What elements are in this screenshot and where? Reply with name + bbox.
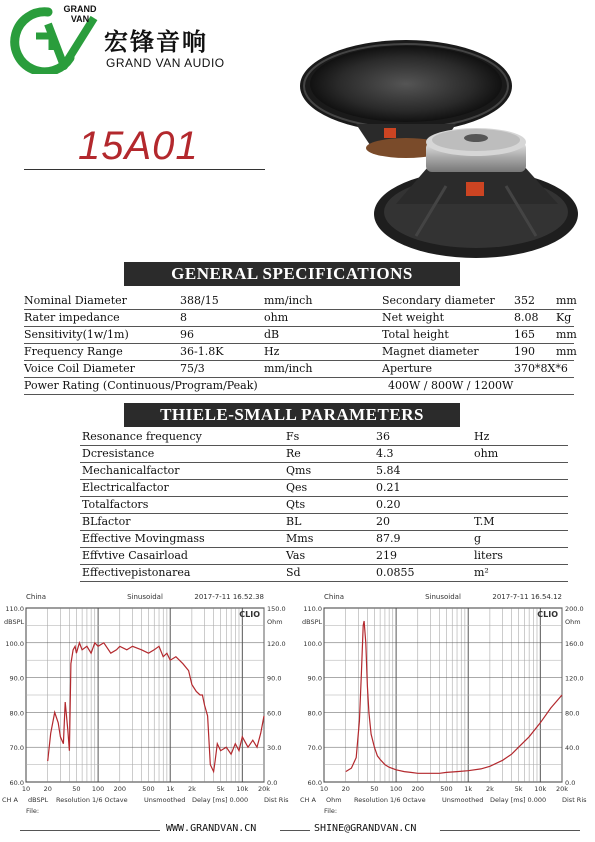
ts-param-row [80, 547, 568, 565]
right-tick-label: 120.0 [565, 674, 584, 683]
ts-param-value: 87.9 [376, 532, 401, 545]
footer-website: WWW.GRANDVAN.CN [166, 823, 257, 834]
ts-param-symbol: Qes [286, 481, 308, 494]
ts-param-row [80, 445, 568, 463]
x-tick-label: 10 [21, 785, 31, 793]
ts-param-value: 0.0855 [376, 566, 415, 579]
ts-param-value: 0.21 [376, 481, 401, 494]
ts-param-symbol: Mms [286, 532, 314, 545]
x-tick-label: 100 [389, 785, 403, 793]
chart-footer-file: File: [26, 807, 40, 815]
clio-tag: CLIO [239, 610, 260, 619]
spec-unit: dB [264, 328, 280, 341]
spl-response-chart [0, 586, 292, 818]
ts-param-row [80, 479, 568, 497]
spec-unit: mm/inch [264, 294, 313, 307]
x-tick-label: 500 [142, 785, 155, 793]
left-tick-label: 70.0 [9, 744, 24, 753]
ts-param-name: Effective Movingmass [82, 532, 205, 545]
right-tick-label: 40.0 [565, 744, 580, 753]
chart-header-right: 2017-7-11 16.52.38 [194, 593, 264, 601]
spec-row [24, 292, 577, 310]
power-rating-label: Power Rating (Continuous/Program/Peak) [24, 379, 258, 392]
chart-footer-resolution: Resolution 1/6 Octave [354, 796, 426, 804]
footer-rule-mid [280, 830, 310, 831]
ts-param-value: 36 [376, 430, 390, 443]
ts-param-symbol: Qts [286, 498, 306, 511]
ts-param-name: Dcresistance [82, 447, 155, 460]
x-tick-label: 200 [411, 785, 425, 793]
ts-param-unit: ohm [474, 447, 499, 460]
spec-label: Rater impedance [24, 311, 120, 324]
speaker-product-photo [296, 36, 586, 262]
ts-param-name: Effectivepistonarea [82, 566, 191, 579]
spec-unit: ohm [264, 311, 289, 324]
spec-unit: Hz [264, 345, 280, 358]
x-tick-label: 10k [236, 785, 249, 793]
chart-footer-smoothing: Unsmoothed [144, 796, 186, 804]
spec-row [24, 309, 574, 327]
left-tick-label: 60.0 [307, 779, 322, 787]
left-tick-label: 100.0 [5, 639, 24, 648]
right-tick-label: 150.0 [267, 605, 286, 613]
chart-footer-unit: Ohm [326, 796, 342, 804]
ts-param-name: BLfactor [82, 515, 131, 528]
spec-label: Sensitivity(1w/1m) [24, 328, 129, 341]
x-tick-label: 20k [257, 785, 271, 793]
clio-tag: CLIO [537, 610, 558, 619]
ts-param-row [80, 530, 568, 548]
spec-value: 8.08 [514, 311, 539, 324]
spec-value: 190 [514, 345, 535, 358]
ts-param-value: 20 [376, 515, 390, 528]
spec-value: 388/15 [180, 294, 219, 307]
ts-param-symbol: Fs [286, 430, 300, 443]
right-tick-label: 80.0 [565, 709, 580, 718]
left-tick-label: 90.0 [307, 674, 322, 683]
left-tick-label: 80.0 [9, 709, 24, 718]
ts-param-value: 4.3 [376, 447, 394, 460]
chart-footer-dist: Dist Ris [562, 796, 587, 804]
ts-param-unit: Hz [474, 430, 490, 443]
left-tick-label: 80.0 [307, 709, 322, 718]
right-tick-label: 0.0 [565, 779, 576, 787]
spec-label: Nominal Diameter [24, 294, 127, 307]
x-tick-label: 2k [485, 785, 494, 793]
right-tick-label: 200.0 [565, 605, 584, 613]
spec-label: Magnet diameter [382, 345, 479, 358]
chart-footer-smoothing: Unsmoothed [442, 796, 484, 804]
right-tick-label: 30.0 [267, 744, 282, 753]
ts-param-symbol: Sd [286, 566, 301, 579]
chart-footer-channel: CH A [300, 796, 316, 804]
spec-label: Aperture [382, 362, 433, 375]
thiele-small-heading: THIELE-SMALL PARAMETERS [124, 403, 460, 427]
spec-value: 370*8X*6 [514, 362, 568, 375]
x-tick-label: 200 [113, 785, 127, 793]
chart-footer-channel: CH A [2, 796, 18, 804]
spec-label: Frequency Range [24, 345, 123, 358]
left-axis-unit: dBSPL [302, 618, 323, 626]
ts-param-unit: liters [474, 549, 503, 562]
x-tick-label: 2k [187, 785, 196, 793]
left-tick-label: 110.0 [5, 605, 24, 613]
x-tick-label: 10 [319, 785, 329, 793]
right-tick-label: 120.0 [267, 639, 286, 648]
x-tick-label: 5k [216, 785, 225, 793]
ts-param-name: Mechanicalfactor [82, 464, 180, 477]
chart-header-left: China [324, 593, 344, 601]
right-tick-label: 0.0 [267, 779, 278, 787]
spec-label: Total height [382, 328, 449, 341]
ts-param-symbol: BL [286, 515, 302, 528]
spec-row [24, 326, 577, 344]
ts-param-name: Resonance frequency [82, 430, 202, 443]
chart-header-right: 2017-7-11 16.54.12 [492, 593, 562, 601]
right-tick-label: 90.0 [267, 674, 282, 683]
ts-param-row [80, 513, 568, 531]
power-rating-value: 400W / 800W / 1200W [388, 379, 514, 392]
spec-row [24, 360, 574, 378]
ts-param-row [80, 496, 568, 514]
impedance-chart [298, 586, 590, 818]
chart-footer-dist: Dist Ris [264, 796, 289, 804]
left-tick-label: 70.0 [307, 744, 322, 753]
spec-value: 75/3 [180, 362, 205, 375]
spec-value: 8 [180, 311, 187, 324]
x-tick-label: 20 [43, 785, 52, 793]
spec-label: Secondary diameter [382, 294, 495, 307]
chart-header-center: Sinusoidal [127, 593, 163, 601]
chart-header-left: China [26, 593, 46, 601]
right-axis-unit: Ohm [565, 618, 581, 626]
footer-rule-right [440, 830, 580, 831]
x-tick-label: 5k [514, 785, 523, 793]
left-tick-label: 90.0 [9, 674, 24, 683]
chart-footer-delay: Delay [ms] 0.000 [192, 796, 249, 804]
ts-param-unit: m² [474, 566, 489, 579]
spec-unit: mm [556, 328, 577, 341]
ts-param-unit: T.M [474, 515, 495, 528]
spec-value: 165 [514, 328, 535, 341]
logo-text: GRAND VAN [63, 4, 97, 24]
ts-param-name: Electricalfactor [82, 481, 169, 494]
power-rating-row [24, 377, 574, 395]
x-tick-label: 50 [72, 785, 81, 793]
x-tick-label: 1k [166, 785, 175, 793]
ts-param-symbol: Vas [286, 549, 306, 562]
right-tick-label: 60.0 [267, 709, 282, 718]
ts-param-row [80, 564, 568, 582]
spec-unit: Kg [556, 311, 572, 324]
brand-name-en: GRAND VAN AUDIO [106, 56, 225, 70]
spec-value: 96 [180, 328, 194, 341]
model-number: 15A01 [78, 124, 199, 168]
ts-param-row [80, 428, 568, 446]
left-tick-label: 100.0 [303, 639, 322, 648]
general-specs-heading: GENERAL SPECIFICATIONS [124, 262, 460, 286]
footer-rule-left [20, 830, 160, 831]
ts-param-name: Totalfactors [82, 498, 149, 511]
spec-value: 36-1.8K [180, 345, 224, 358]
brand-name-cn: 宏锋音响 [104, 28, 208, 56]
spec-value: 352 [514, 294, 535, 307]
left-axis-unit: dBSPL [4, 618, 25, 626]
ts-param-name: Effvtive Casairload [82, 549, 188, 562]
x-tick-label: 20k [555, 785, 569, 793]
ts-param-value: 219 [376, 549, 397, 562]
spec-unit: mm [556, 345, 577, 358]
chart-footer-resolution: Resolution 1/6 Octave [56, 796, 128, 804]
left-tick-label: 60.0 [9, 779, 24, 787]
ts-param-unit: g [474, 532, 482, 545]
chart-footer-delay: Delay [ms] 0.000 [490, 796, 547, 804]
right-axis-unit: Ohm [267, 618, 283, 626]
ts-param-value: 0.20 [376, 498, 401, 511]
x-tick-label: 100 [91, 785, 105, 793]
x-tick-label: 20 [341, 785, 350, 793]
x-tick-label: 10k [534, 785, 547, 793]
x-tick-label: 1k [464, 785, 473, 793]
spec-unit: mm [556, 294, 577, 307]
x-tick-label: 500 [440, 785, 453, 793]
chart-header-center: Sinusoidal [425, 593, 461, 601]
spec-unit: mm/inch [264, 362, 313, 375]
chart-footer-unit: dBSPL [28, 796, 49, 804]
spec-row [24, 343, 577, 361]
ts-param-row [80, 462, 568, 480]
ts-param-symbol: Re [286, 447, 301, 460]
spec-label: Voice Coil Diameter [24, 362, 135, 375]
right-tick-label: 160.0 [565, 639, 584, 648]
x-tick-label: 50 [370, 785, 379, 793]
ts-param-value: 5.84 [376, 464, 401, 477]
footer-email: SHINE@GRANDVAN.CN [314, 823, 417, 834]
model-underline [24, 169, 265, 170]
left-tick-label: 110.0 [303, 605, 322, 613]
chart-footer-file: File: [324, 807, 338, 815]
spec-label: Net weight [382, 311, 445, 324]
ts-param-symbol: Qms [286, 464, 312, 477]
